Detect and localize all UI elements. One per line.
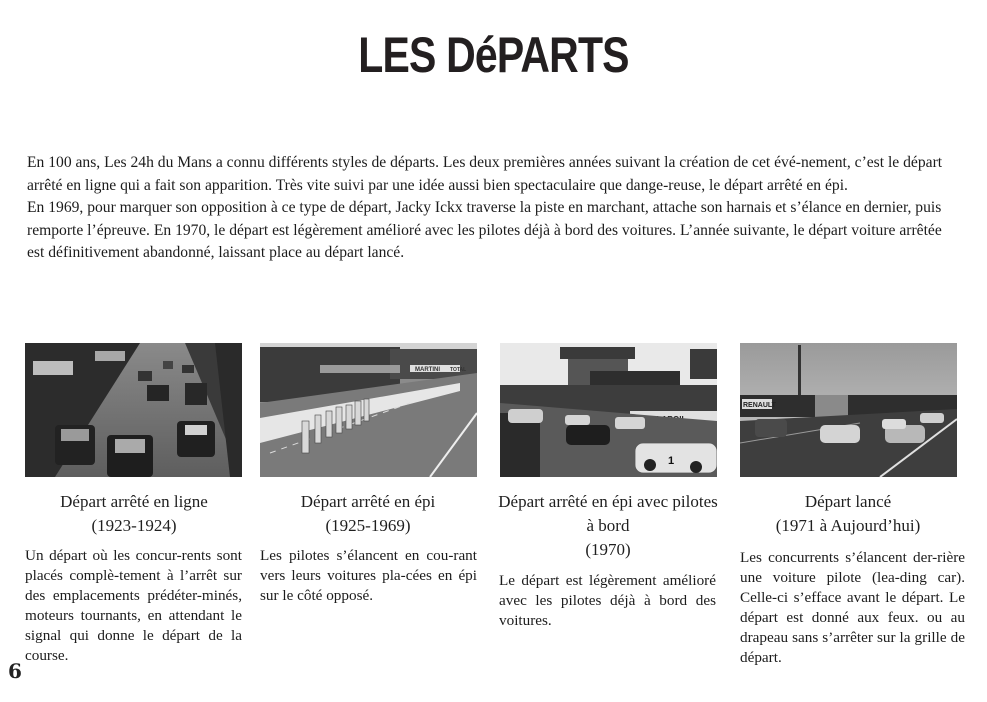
start-type-4-caption <box>738 490 958 538</box>
start-type-3-caption <box>498 490 718 562</box>
photo-depart-arrete-en-epi <box>260 343 477 477</box>
le-mans-start-photo <box>260 343 477 477</box>
intro-text <box>27 152 957 265</box>
start-type-3-period: (1970) <box>585 540 631 559</box>
start-type-4-description: Les concurrents s’élancent der-rière une voiture pilote (lea-ding car). Celle-ci s’efface avant le départ. Le départ est donné aux feux. ou au drapeau sans s’arrêter sur la grille de départ. <box>740 549 965 666</box>
start-type-2-title: Départ arrêté en épi <box>300 492 436 511</box>
start-type-4-period: (1971 à Aujourd’hui) <box>775 516 921 535</box>
car-number: 1 <box>668 455 675 467</box>
start-type-4-title: Départ lancé <box>804 492 892 511</box>
start-type-1-period: (1923-1924) <box>91 516 177 535</box>
start-type-1-caption <box>24 490 244 538</box>
page-title: LES DéPARTS <box>358 27 629 83</box>
start-type-3-description: Le départ est légèrement amélioré avec les pilotes déjà à bord des voitures. <box>499 572 716 629</box>
vintage-cars-photo <box>25 343 242 477</box>
intro-paragraph-2: En 1969, pour marquer son opposition à ce type de départ, Jacky Ickx traverse la piste en marchant, attache son harnais et s’élance en dernier, puis remporte l’épreuve. En 1970, le départ est légèrement amélioré avec les pilotes déjà à bord des voitures. L’année suivante, le départ voiture arrêtée est définitivement abandonné, laissant place au départ lancé. <box>27 199 942 262</box>
grandstand-cars-photo <box>500 343 717 477</box>
start-type-3-title: Départ arrêté en épi avec pilotes à bord <box>498 492 718 535</box>
photo-depart-epi-pilotes-a-bord <box>500 343 717 477</box>
start-type-2-period: (1925-1969) <box>325 516 411 535</box>
intro-paragraph-1: En 100 ans, Les 24h du Mans a connu différents styles de départs. Les deux premières années suivant la création de cet évé-nement, c’est le départ arrêté en ligne qui a fait son apparition. Très vite suivi par une idée aussi bien spectaculaire que dange-reuse, le départ arrêté en épi. <box>27 154 943 194</box>
page-number: 6 <box>8 659 22 683</box>
start-type-1-description: Un départ où les concur-rents sont placés complè-tement à l’arrêt sur des emplacements prédéter-minés, moteurs tournants, en attendant le signal qui donne le départ de la course. <box>25 547 242 664</box>
start-type-2-caption <box>258 490 478 538</box>
rolling-start-photo <box>740 343 957 477</box>
total-sign: TOTAL <box>450 367 467 373</box>
photo-depart-lance <box>740 343 957 477</box>
start-type-2-description: Les pilotes s’élancent en cou-rant vers leurs voitures pla-cées en épi sur le côté opposé. <box>260 547 477 604</box>
start-type-1-title: Départ arrêté en ligne <box>60 492 208 511</box>
photo-depart-arrete-en-ligne <box>25 343 242 477</box>
martini-sign: MARTINI <box>415 367 440 373</box>
renault-sign: RENAULT <box>743 402 776 409</box>
